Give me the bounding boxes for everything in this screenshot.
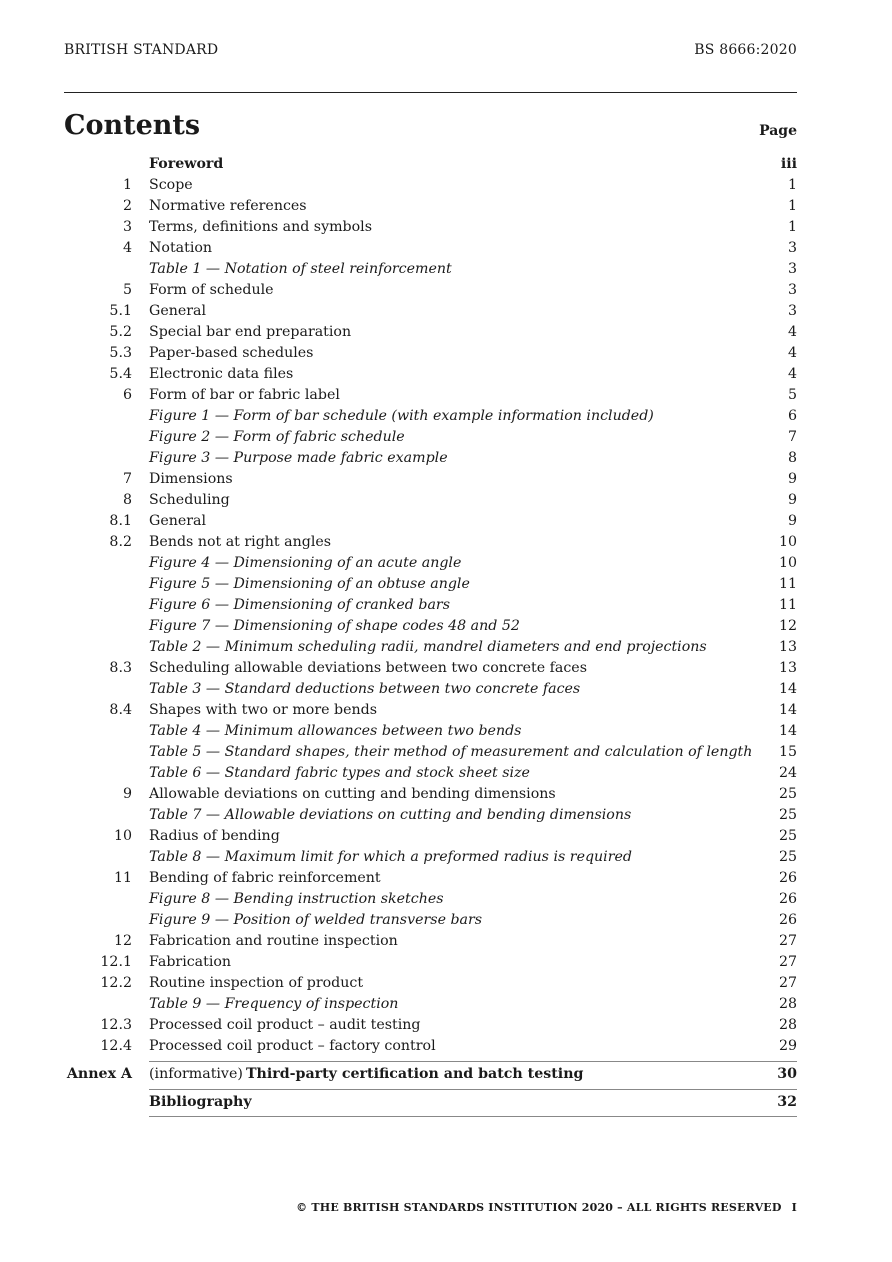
toc-entry-page: 5 [787, 387, 797, 403]
header-document-number: BS 8666:2020 [694, 42, 797, 58]
toc-entry-title: General [149, 303, 207, 319]
toc-entry[interactable] [64, 931, 797, 952]
toc-entry-number: 5.2 [109, 324, 132, 340]
toc-entry[interactable] [64, 721, 797, 742]
toc-entry-title: Table 8 — Maximum limit for which a preformed radius is required [149, 849, 632, 865]
toc-entry-title: Figure 6 — Dimensioning of cranked bars [149, 597, 450, 613]
toc-entry-title: Table 7 — Allowable deviations on cutting and bending dimensions [149, 807, 632, 823]
toc-entry-title: Figure 1 — Form of bar schedule (with example information included) [149, 408, 654, 424]
toc-entry-page: 11 [778, 576, 797, 592]
header-standard-label: BRITISH STANDARD [64, 42, 219, 58]
toc-entry-title: Figure 2 — Form of fabric schedule [149, 429, 405, 445]
toc-entry-number: 8.1 [109, 513, 132, 529]
toc-entry[interactable] [64, 994, 797, 1015]
toc-entry-number: 7 [122, 471, 132, 487]
toc-entry-page: 28 [778, 1017, 797, 1033]
toc-entry-page: 26 [778, 891, 797, 907]
toc-entry-page: 14 [778, 681, 797, 697]
toc-entry-title: Form of schedule [149, 282, 274, 298]
toc-entry[interactable] [64, 322, 797, 343]
toc-entry[interactable] [64, 637, 797, 658]
toc-entry-title: Notation [149, 240, 213, 256]
toc-entry[interactable] [64, 196, 797, 217]
toc-entry[interactable] [64, 889, 797, 910]
toc-entry[interactable] [64, 616, 797, 637]
toc-entry-page: 14 [778, 702, 797, 718]
toc-entry[interactable] [64, 805, 797, 826]
toc-entry-title: Terms, definitions and symbols [149, 219, 372, 235]
toc-entry-page: 3 [787, 240, 797, 256]
toc-entry[interactable] [64, 847, 797, 868]
toc-entry-page: 25 [778, 849, 797, 865]
toc-entry-page: 3 [787, 282, 797, 298]
toc-entry-page: 10 [778, 555, 797, 571]
toc-entry-title: Allowable deviations on cutting and bending dimensions [149, 786, 556, 802]
toc-entry-title: Bends not at right angles [149, 534, 332, 550]
toc-entry-title: Table 4 — Minimum allowances between two bends [149, 723, 522, 739]
toc-entry-number: 8.2 [109, 534, 132, 550]
toc-entry-number: 4 [122, 240, 132, 256]
toc-entry[interactable] [64, 490, 797, 511]
annex-informative-tag: (informative) [149, 1066, 243, 1082]
bibliography-page: 32 [777, 1094, 797, 1110]
toc-entry-page: 3 [787, 261, 797, 277]
toc-entry-page: 1 [787, 219, 797, 235]
toc-entry-number: 12.2 [100, 975, 132, 991]
annex-title: Third-party certification and batch testing [246, 1066, 584, 1082]
toc-entry-title: Processed coil product – factory control [149, 1038, 436, 1054]
toc-entry-title: Table 1 — Notation of steel reinforcement [149, 261, 452, 277]
toc-entry-title: Shapes with two or more bends [149, 702, 378, 718]
toc-entry-number: 3 [122, 219, 132, 235]
toc-entry-title: Table 5 — Standard shapes, their method of measurement and calculation of length [149, 744, 753, 760]
toc-entry-page: 11 [778, 597, 797, 613]
toc-entry-page: 13 [778, 639, 797, 655]
toc-entry-page: 6 [787, 408, 797, 424]
table-of-contents [64, 154, 797, 1057]
toc-entry-number: 1 [122, 177, 132, 193]
toc-entry-page: 1 [787, 177, 797, 193]
toc-entry-page: 26 [778, 912, 797, 928]
header-divider [64, 92, 797, 93]
toc-entry-number: 6 [122, 387, 132, 403]
toc-entry-page: 3 [787, 303, 797, 319]
toc-entry-page: 24 [778, 765, 797, 781]
toc-entry-title: Routine inspection of product [149, 975, 364, 991]
toc-entry-number: 5.1 [109, 303, 132, 319]
toc-entry-title: Bending of fabric reinforcement [149, 870, 381, 886]
toc-entry[interactable] [64, 364, 797, 385]
toc-entry[interactable] [64, 280, 797, 301]
toc-entry[interactable] [64, 385, 797, 406]
toc-entry[interactable] [64, 1036, 797, 1057]
toc-entry-number: 10 [113, 828, 132, 844]
toc-entry-title: Table 9 — Frequency of inspection [149, 996, 399, 1012]
toc-entry[interactable] [64, 175, 797, 196]
toc-entry[interactable] [64, 217, 797, 238]
toc-entry-page: 14 [778, 723, 797, 739]
annex-page: 30 [777, 1066, 797, 1082]
toc-entry-number: 8 [122, 492, 132, 508]
toc-entry-title: Figure 9 — Position of welded transverse bars [149, 912, 483, 928]
toc-entry-page: 9 [787, 492, 797, 508]
toc-entry-title: Foreword [149, 156, 224, 172]
toc-entry[interactable] [64, 238, 797, 259]
toc-entry-page: 13 [778, 660, 797, 676]
toc-entry[interactable] [64, 427, 797, 448]
annex-label: Annex A [66, 1066, 132, 1082]
footer-copyright [296, 1201, 797, 1214]
toc-entry-title: Paper-based schedules [149, 345, 314, 361]
toc-entry[interactable] [64, 343, 797, 364]
toc-entry[interactable] [64, 868, 797, 889]
toc-annex-row[interactable] [64, 1061, 797, 1088]
toc-entry[interactable] [64, 826, 797, 847]
toc-entry-number: 2 [122, 198, 132, 214]
toc-entry[interactable] [64, 910, 797, 931]
toc-entry-title: Table 6 — Standard fabric types and stock sheet size [149, 765, 530, 781]
toc-entry[interactable] [64, 700, 797, 721]
toc-entry-page: 29 [778, 1038, 797, 1054]
toc-entry[interactable] [64, 532, 797, 553]
toc-entry-page: iii [780, 156, 797, 172]
toc-entry-title: Radius of bending [149, 828, 280, 844]
toc-entry[interactable] [64, 595, 797, 616]
toc-entry-title: Electronic data files [149, 366, 294, 382]
toc-entry-page: 15 [778, 744, 797, 760]
toc-entry-title: Scheduling allowable deviations between two concrete faces [149, 660, 587, 676]
toc-entry[interactable] [64, 952, 797, 973]
toc-entry-number: 12.4 [100, 1038, 132, 1054]
toc-entry-page: 27 [778, 933, 797, 949]
toc-entry-page: 1 [787, 198, 797, 214]
toc-entry-page: 27 [778, 954, 797, 970]
toc-entry[interactable] [64, 553, 797, 574]
toc-entry[interactable] [64, 973, 797, 994]
bibliography-bottom-rule [149, 1116, 797, 1117]
toc-entry-title: Figure 3 — Purpose made fabric example [149, 450, 448, 466]
toc-entry[interactable] [64, 511, 797, 532]
toc-entry-page: 9 [787, 513, 797, 529]
toc-entry-title: Figure 8 — Bending instruction sketches [149, 891, 444, 907]
toc-entry-page: 9 [787, 471, 797, 487]
toc-entry-page: 10 [778, 534, 797, 550]
toc-entry-number: 8.3 [109, 660, 132, 676]
toc-entry-number: 5 [122, 282, 132, 298]
toc-entry-title: Processed coil product – audit testing [149, 1017, 421, 1033]
toc-entry[interactable] [64, 448, 797, 469]
toc-entry[interactable] [64, 763, 797, 784]
toc-entry-page: 25 [778, 807, 797, 823]
bibliography-title: Bibliography [149, 1094, 252, 1110]
toc-entry-page: 4 [787, 345, 797, 361]
toc-entry-title: Dimensions [149, 471, 233, 487]
toc-entry[interactable] [64, 1015, 797, 1036]
footer-page-number: I [791, 1201, 797, 1214]
toc-entry-page: 12 [778, 618, 797, 634]
toc-entry-page: 4 [787, 324, 797, 340]
toc-entry-page: 4 [787, 366, 797, 382]
toc-entry-page: 26 [778, 870, 797, 886]
toc-entry[interactable] [64, 679, 797, 700]
toc-entry-number: 12.3 [100, 1017, 132, 1033]
toc-entry-number: 5.3 [109, 345, 132, 361]
toc-entry-title: Fabrication and routine inspection [149, 933, 398, 949]
toc-entry[interactable] [64, 742, 797, 763]
toc-entry-page: 25 [778, 828, 797, 844]
toc-entry-title: Figure 7 — Dimensioning of shape codes 48 and 52 [149, 618, 520, 634]
toc-entry-title: Scheduling [149, 492, 230, 508]
toc-entry-title: Scope [149, 177, 193, 193]
toc-entry-title: Table 3 — Standard deductions between two concrete faces [149, 681, 581, 697]
toc-entry-title: Special bar end preparation [149, 324, 352, 340]
toc-entry-title: Fabrication [149, 954, 232, 970]
toc-entry-page: 28 [778, 996, 797, 1012]
toc-entry-title: Figure 4 — Dimensioning of an acute angle [149, 555, 462, 571]
toc-bibliography-row[interactable] [64, 1089, 797, 1116]
toc-entry-page: 8 [787, 450, 797, 466]
page-title: Contents [64, 110, 201, 141]
page-column-label: Page [759, 123, 797, 139]
toc-entry-page: 27 [778, 975, 797, 991]
toc-entry[interactable] [64, 574, 797, 595]
toc-entry[interactable] [64, 154, 797, 175]
toc-entry-number: 12 [113, 933, 132, 949]
toc-entry-title: Table 2 — Minimum scheduling radii, mandrel diameters and end projections [149, 639, 707, 655]
toc-entry-title: General [149, 513, 207, 529]
toc-entry-number: 12.1 [100, 954, 132, 970]
toc-entry-page: 7 [787, 429, 797, 445]
toc-entry-title: Form of bar or fabric label [149, 387, 340, 403]
toc-entry-title: Figure 5 — Dimensioning of an obtuse angle [149, 576, 470, 592]
toc-entry[interactable] [64, 658, 797, 679]
toc-entry[interactable] [64, 784, 797, 805]
toc-entry[interactable] [64, 301, 797, 322]
toc-entry-page: 25 [778, 786, 797, 802]
toc-entry[interactable] [64, 406, 797, 427]
toc-entry[interactable] [64, 469, 797, 490]
toc-entry-number: 9 [122, 786, 132, 802]
toc-entry[interactable] [64, 259, 797, 280]
toc-entry-number: 8.4 [109, 702, 132, 718]
toc-entry-number: 11 [113, 870, 132, 886]
toc-entry-number: 5.4 [109, 366, 132, 382]
toc-entry-title: Normative references [149, 198, 307, 214]
footer-copyright-text: © THE BRITISH STANDARDS INSTITUTION 2020 – ALL RIGHTS RESERVED [296, 1201, 782, 1214]
